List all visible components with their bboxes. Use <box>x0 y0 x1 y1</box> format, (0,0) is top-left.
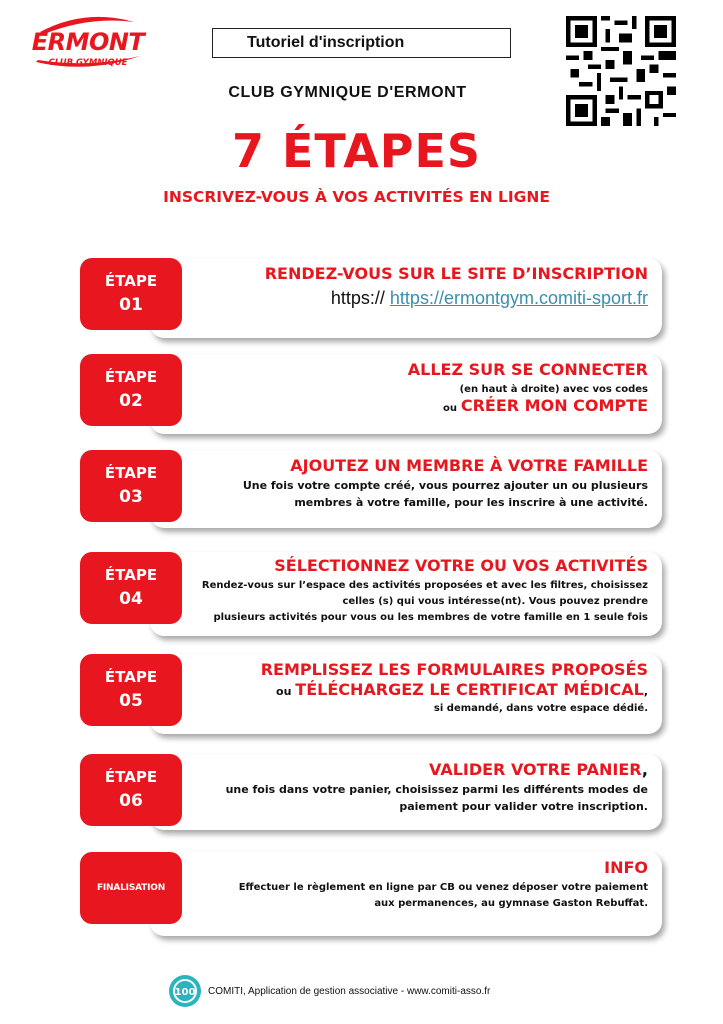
step-text-line: si demandé, dans votre espace dédié. <box>433 702 648 714</box>
badge-label: FINALISATION <box>96 883 166 893</box>
tutorial-label-box <box>212 28 511 58</box>
badge-label: ÉTAPE <box>104 368 158 386</box>
step-text-line: paiement pour valider votre inscription. <box>399 799 648 813</box>
step-content <box>196 358 648 418</box>
step-02 <box>80 354 662 434</box>
step-heading: ALLEZ SUR SE CONNECTER <box>407 360 648 379</box>
step-content <box>196 262 648 310</box>
step-text-line <box>196 398 648 418</box>
step-text-line: une fois dans votre panier, choisissez parmi les différents modes de <box>225 783 648 796</box>
line-prefix: ou <box>443 403 458 414</box>
ermont-logo <box>30 12 146 72</box>
step-heading: SÉLECTIONNEZ VOTRE OU VOS ACTIVITÉS <box>274 556 648 575</box>
footer-text: COMITI, Application de gestion associative - www.comiti-asso.fr <box>208 985 491 997</box>
step-url-line <box>196 286 648 310</box>
url-prefix: https:// <box>330 288 385 308</box>
line-suffix: , <box>643 685 648 698</box>
page-title: 7 ÉTAPES <box>231 124 482 178</box>
badge-number: 04 <box>119 589 143 609</box>
step-text-line: plusieurs activités pour vous ou les membres de votre famille en 1 seule fois <box>213 612 648 623</box>
footer <box>168 973 490 1009</box>
step-04 <box>80 552 662 636</box>
badge-number: 03 <box>119 487 143 507</box>
step-text-line: celles (s) qui vous intéresse(nt). Vous pouvez prendre <box>342 596 648 607</box>
qr-code-icon[interactable] <box>566 16 676 126</box>
badge-number: 05 <box>119 691 143 711</box>
step-05 <box>80 654 662 734</box>
step-badge <box>80 450 182 522</box>
medical-certificate-text: TÉLÉCHARGEZ LE CERTIFICAT MÉDICAL <box>295 680 644 699</box>
step-badge <box>80 852 182 924</box>
step-badge <box>80 258 182 330</box>
logo-subtitle: CLUB GYMNIQUE <box>48 58 128 68</box>
step-finalisation <box>80 852 662 936</box>
step-content <box>196 758 648 815</box>
step-content <box>196 454 648 511</box>
badge-label: ÉTAPE <box>104 668 158 686</box>
step-text-line: membres à votre famille, pour les inscrire à une activité. <box>294 495 648 509</box>
step-heading: INFO <box>604 858 648 877</box>
step-heading <box>196 758 648 782</box>
badge-label: ÉTAPE <box>104 272 158 290</box>
step-text-line: (en haut à droite) avec vos codes <box>459 384 648 395</box>
line-prefix: ou <box>276 685 292 698</box>
step-text-line: Une fois votre compte créé, vous pourrez ajouter un ou plusieurs <box>242 479 648 492</box>
step-heading: AJOUTEZ UN MEMBRE À VOTRE FAMILLE <box>290 456 648 475</box>
step-badge <box>80 754 182 826</box>
badge-label: ÉTAPE <box>104 768 158 786</box>
step-content <box>196 856 648 912</box>
tutorial-label: Tutoriel d'inscription <box>247 34 405 51</box>
svg-text:100: 100 <box>174 987 196 998</box>
registration-link[interactable]: https://ermontgym.comiti-sport.fr <box>389 288 648 308</box>
comiti-logo-icon <box>168 974 202 1008</box>
create-account-text: CRÉER MON COMPTE <box>460 396 648 415</box>
club-name: CLUB GYMNIQUE D'ERMONT <box>228 84 467 101</box>
badge-number: 02 <box>119 391 143 411</box>
step-text-line <box>196 682 648 701</box>
badge-number: 01 <box>119 295 143 315</box>
step-01 <box>80 258 662 338</box>
step-03 <box>80 450 662 528</box>
logo-word: ERMONT <box>31 28 145 56</box>
step-text-line: Rendez-vous sur l’espace des activités proposées et avec les filtres, choisissez <box>201 580 648 591</box>
step-06 <box>80 754 662 830</box>
step-text-line: Effectuer le règlement en ligne par CB ou venez déposer votre paiement <box>238 882 648 893</box>
step-heading: REMPLISSEZ LES FORMULAIRES PROPOSÉS <box>260 660 648 679</box>
step-badge <box>80 654 182 726</box>
step-heading-text: VALIDER VOTRE PANIER <box>429 760 642 779</box>
badge-label: ÉTAPE <box>104 566 158 584</box>
badge-label: ÉTAPE <box>104 464 158 482</box>
step-heading: RENDEZ-VOUS SUR LE SITE D’INSCRIPTION <box>264 264 648 283</box>
page-subtitle: INSCRIVEZ-VOUS À VOS ACTIVITÉS EN LIGNE <box>163 188 550 206</box>
heading-suffix: , <box>641 760 648 779</box>
step-content <box>196 554 648 626</box>
badge-number: 06 <box>119 791 143 811</box>
step-badge <box>80 354 182 426</box>
step-badge <box>80 552 182 624</box>
step-text-line: aux permanences, au gymnase Gaston Rebuffat. <box>374 898 648 909</box>
step-content <box>196 658 648 717</box>
